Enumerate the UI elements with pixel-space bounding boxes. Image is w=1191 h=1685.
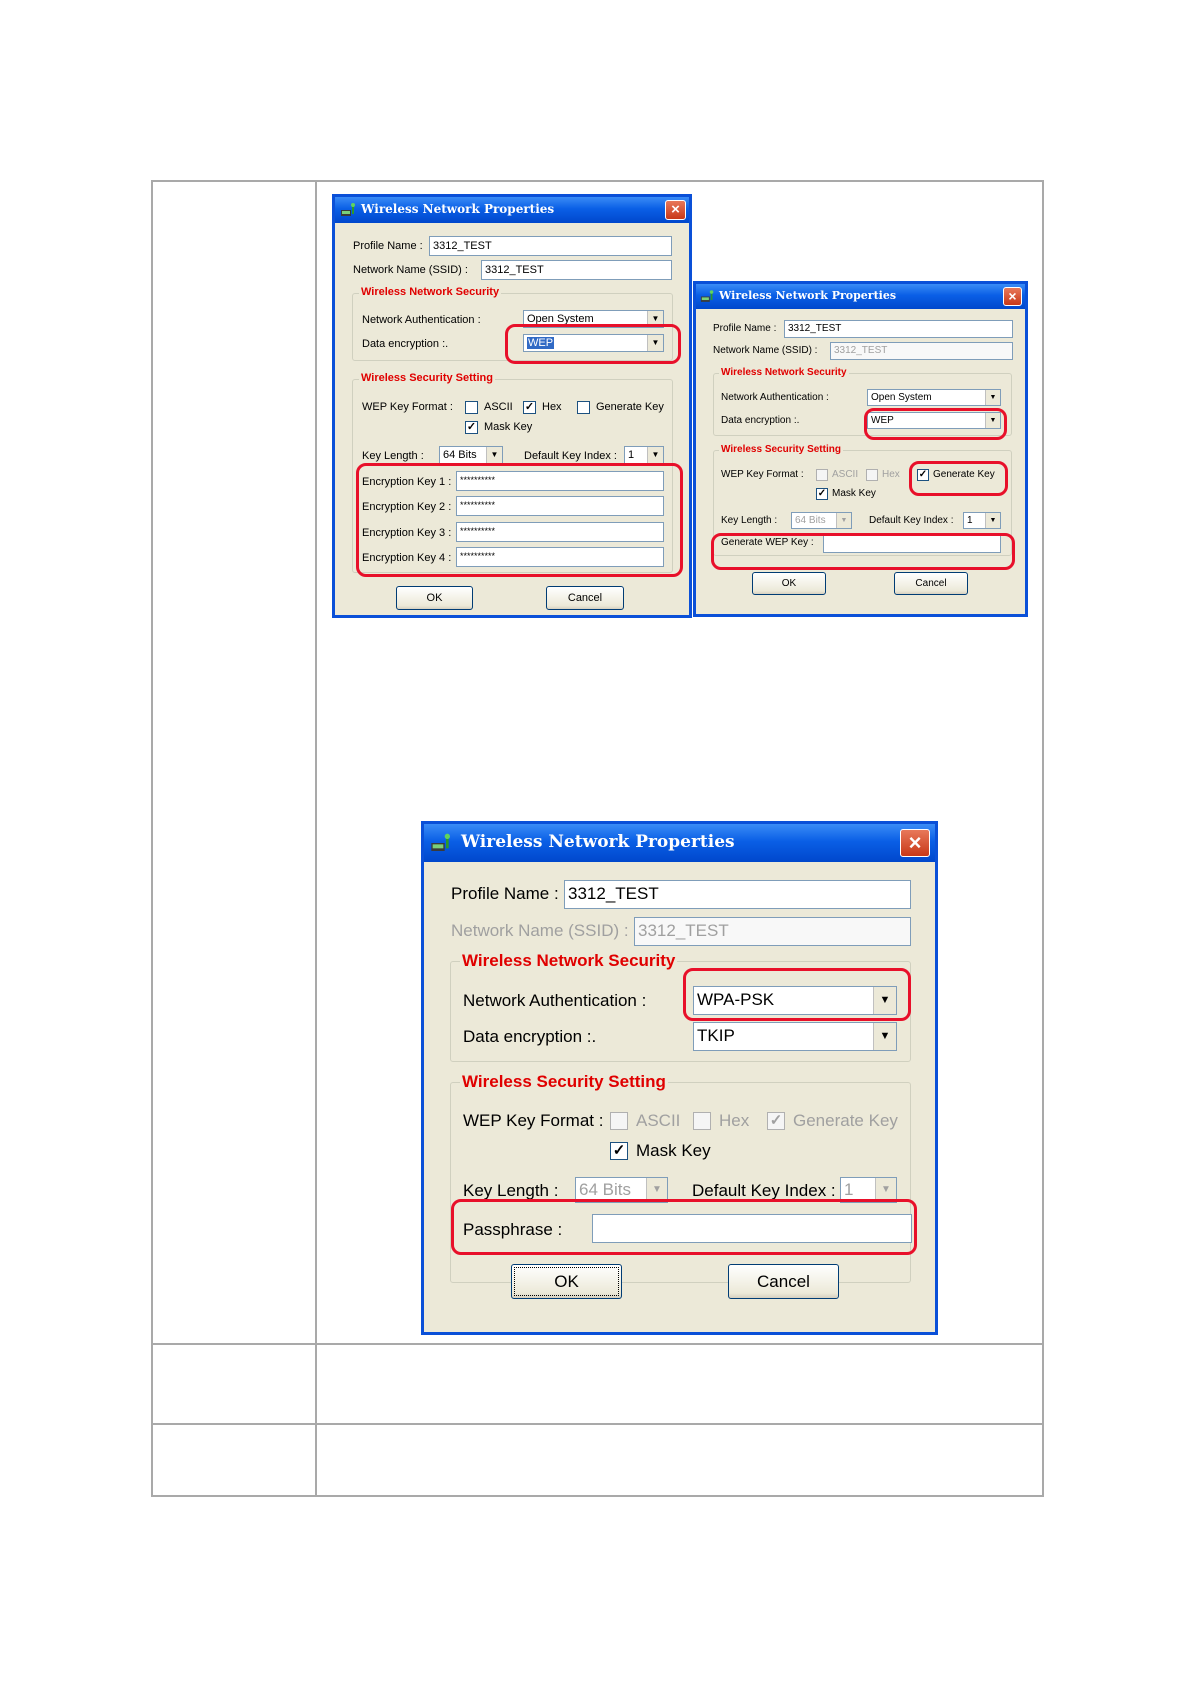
network-authentication-select[interactable]: Open System ▼ (523, 310, 664, 328)
dropdown-arrow-icon: ▼ (647, 335, 663, 351)
ssid-label: Network Name (SSID) : (713, 345, 818, 356)
generate-key-label: Generate Key (793, 1111, 898, 1130)
mask-key-label: Mask Key (484, 421, 533, 433)
key-length-select[interactable]: 64 Bits ▼ (791, 512, 852, 529)
passphrase-label: Passphrase : (463, 1220, 563, 1239)
generate-key-label: Generate Key (933, 469, 995, 480)
table-border-bottom (151, 1495, 1044, 1497)
key-length-select[interactable]: 64 Bits ▼ (575, 1177, 668, 1203)
hex-checkbox[interactable]: ✓ (524, 401, 535, 413)
wireless-network-security-title: Wireless Network Security (721, 367, 847, 378)
profile-name-input[interactable]: 3312_TEST (564, 880, 911, 909)
network-authentication-label: Network Authentication : (463, 991, 647, 1010)
profile-name-label: Profile Name : (451, 884, 559, 903)
table-border-top (151, 180, 1044, 182)
network-authentication-select[interactable]: Open System ▼ (867, 389, 1001, 406)
wireless-security-setting-title: Wireless Security Setting (361, 372, 493, 384)
data-encryption-select[interactable]: WEP ▼ (867, 412, 1001, 429)
ok-button[interactable]: OK (396, 586, 473, 610)
hex-label: Hex (542, 401, 562, 413)
ssid-label: Network Name (SSID) : (353, 264, 468, 276)
ascii-label: ASCII (832, 469, 859, 480)
wireless-network-icon (700, 289, 716, 304)
ssid-input[interactable]: 3312_TEST (634, 917, 911, 946)
cancel-button[interactable]: Cancel (546, 586, 624, 610)
default-key-index-label: Default Key Index : (524, 450, 617, 462)
close-icon[interactable]: × (665, 200, 686, 220)
profile-name-input[interactable]: 3312_TEST (784, 320, 1013, 338)
dropdown-arrow-icon: ▼ (985, 413, 1000, 428)
generate-key-label: Generate Key (596, 401, 664, 413)
hex-label: Hex (882, 469, 900, 480)
default-key-index-label: Default Key Index : (692, 1181, 836, 1200)
table-column-divider (315, 180, 317, 1497)
generate-key-checkbox[interactable]: ✓ (767, 1112, 785, 1130)
encryption-key-3-label: Encryption Key 3 : (362, 527, 452, 539)
dialog-title: Wireless Network Properties (719, 289, 897, 302)
default-key-index-select[interactable]: 1 ▼ (624, 446, 664, 464)
encryption-key-3-input[interactable]: ********** (456, 522, 664, 542)
table-row-divider-2 (151, 1423, 1044, 1425)
cancel-button[interactable]: Cancel (894, 572, 968, 595)
key-length-select[interactable]: 64 Bits ▼ (439, 446, 503, 464)
dropdown-arrow-icon: ▼ (985, 390, 1000, 405)
generate-wep-key-input[interactable] (823, 533, 1001, 553)
hex-label: Hex (719, 1111, 750, 1130)
dropdown-arrow-icon: ▼ (647, 311, 663, 327)
wep-key-format-label: WEP Key Format : (463, 1111, 604, 1130)
mask-key-checkbox[interactable]: ✓ (817, 488, 827, 499)
generate-key-checkbox[interactable] (577, 401, 590, 414)
wep-key-format-label: WEP Key Format : (362, 401, 453, 413)
close-icon[interactable]: × (1003, 287, 1022, 306)
wireless-security-setting-title: Wireless Security Setting (462, 1072, 666, 1091)
table-border-left (151, 180, 153, 1497)
default-key-index-select[interactable]: 1 ▼ (963, 512, 1001, 529)
encryption-key-1-input[interactable]: ********** (456, 471, 664, 491)
table-row-divider-1 (151, 1343, 1044, 1345)
table-border-right (1042, 180, 1044, 1497)
dropdown-arrow-icon: ▼ (985, 513, 1000, 528)
wireless-network-security-title: Wireless Network Security (462, 951, 676, 970)
title-bar[interactable] (335, 197, 689, 223)
key-length-label: Key Length : (721, 515, 778, 526)
data-encryption-label: Data encryption :. (721, 415, 800, 426)
ascii-label: ASCII (484, 401, 513, 413)
dropdown-arrow-icon: ▼ (486, 447, 502, 463)
wireless-network-icon (340, 202, 358, 218)
generate-key-checkbox[interactable]: ✓ (918, 469, 928, 480)
wireless-network-icon (430, 832, 454, 854)
ascii-checkbox[interactable] (465, 401, 478, 414)
mask-key-checbox[interactable]: ✓ (610, 1142, 628, 1160)
wep-key-format-label: WEP Key Format : (721, 469, 804, 480)
mask-key-label: Mask Key (636, 1141, 711, 1160)
hex-checkbox[interactable] (693, 1112, 711, 1130)
dropdown-arrow-icon: ▼ (647, 447, 663, 463)
wireless-properties-dialog-wpa-psk (421, 821, 938, 1335)
encryption-key-1-label: Encryption Key 1 : (362, 476, 452, 488)
key-length-label: Key Length : (362, 450, 424, 462)
dialog-title: Wireless Network Properties (361, 202, 555, 216)
wireless-properties-dialog-wep (332, 194, 692, 618)
data-encryption-label: Data encryption :. (463, 1027, 597, 1046)
dropdown-arrow-icon: ▼ (646, 1178, 667, 1202)
ssid-label: Network Name (SSID) : (451, 921, 629, 940)
wireless-network-security-title: Wireless Network Security (361, 286, 500, 298)
default-key-index-select[interactable]: 1 ▼ (840, 1177, 897, 1203)
encryption-key-4-label: Encryption Key 4 : (362, 552, 452, 564)
profile-name-label: Profile Name : (353, 240, 423, 252)
ssid-input[interactable]: 3312_TEST (830, 342, 1013, 360)
ok-button[interactable]: OK (752, 572, 826, 595)
encryption-key-2-input[interactable]: ********** (456, 496, 664, 516)
network-authentication-label: Network Authentication : (362, 314, 481, 326)
dropdown-arrow-icon: ▼ (873, 1023, 896, 1050)
encryption-key-2-label: Encryption Key 2 : (362, 501, 452, 513)
hex-checkbox[interactable] (866, 469, 878, 481)
close-icon[interactable]: × (900, 829, 930, 857)
data-encryption-select[interactable]: WEP ▼ (523, 334, 664, 352)
wireless-security-setting-title: Wireless Security Setting (721, 444, 841, 455)
encryption-key-4-input[interactable]: ********** (456, 547, 664, 567)
dropdown-arrow-icon: ▼ (873, 987, 896, 1014)
dropdown-arrow-icon: ▼ (836, 513, 851, 528)
default-key-index-label: Default Key Index : (869, 515, 954, 526)
network-authentication-label: Network Authentication : (721, 392, 829, 403)
title-bar[interactable] (424, 824, 935, 862)
title-bar[interactable] (696, 284, 1025, 309)
wireless-properties-dialog-generate-key (693, 281, 1028, 617)
profile-name-input[interactable]: 3312_TEST (429, 236, 672, 256)
dropdown-arrow-icon: ▼ (875, 1178, 896, 1202)
ascii-label: ASCII (636, 1111, 681, 1130)
profile-name-label: Profile Name : (713, 323, 777, 334)
ascii-checkbox[interactable] (610, 1112, 628, 1130)
cancel-button[interactable]: Cancel (728, 1264, 839, 1299)
key-length-label: Key Length : (463, 1181, 559, 1200)
data-encryption-label: Data encryption :. (362, 338, 449, 350)
passphrase-input[interactable] (592, 1214, 912, 1243)
dialog-title: Wireless Network Properties (461, 832, 735, 852)
network-authentication-select[interactable]: WPA-PSK ▼ (693, 986, 897, 1015)
ascii-checkbox[interactable] (816, 469, 828, 481)
mask-key-checkbox[interactable]: ✓ (466, 421, 477, 433)
ok-button[interactable]: OK (511, 1264, 622, 1299)
mask-key-label: Mask Key (832, 488, 876, 499)
data-encryption-select[interactable]: TKIP ▼ (693, 1022, 897, 1051)
ssid-input[interactable]: 3312_TEST (481, 260, 672, 280)
generate-wep-key-label: Generate WEP Key : (721, 537, 814, 548)
